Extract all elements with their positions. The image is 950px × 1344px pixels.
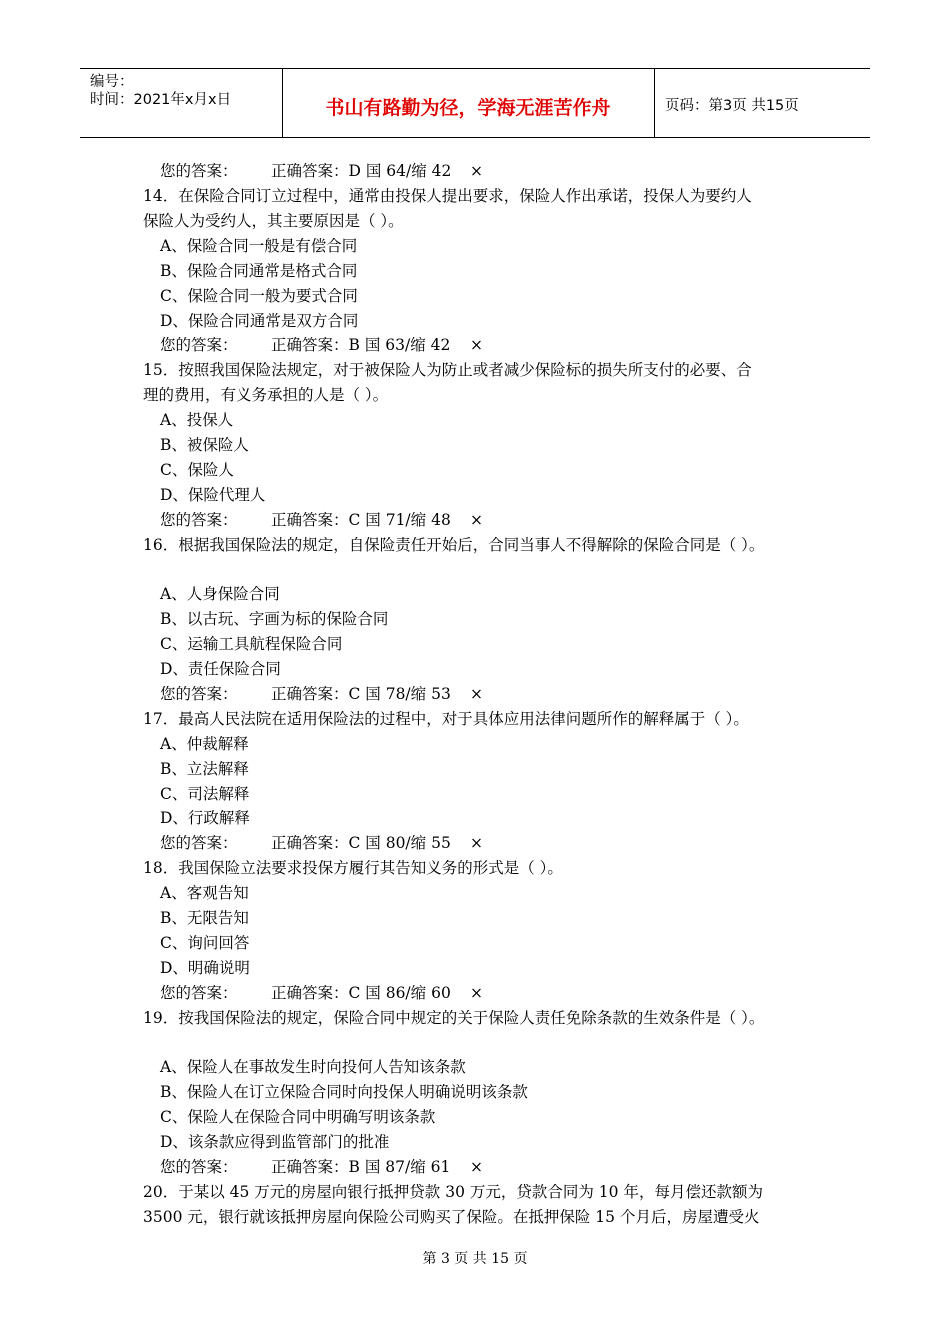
your-answer-label: 您的答案： — [160, 336, 238, 354]
option: B、以古玩、字画为标的保险合同 — [160, 610, 389, 628]
wrong-mark-icon: × — [470, 511, 483, 529]
question-text: 17．最高人民法院在适用保险法的过程中，对于具体应用法律问题所作的解释属于（ ）。 — [143, 710, 749, 728]
number-label: 编号： — [90, 74, 134, 90]
option: C、保险人在保险合同中明确写明该条款 — [160, 1108, 436, 1126]
option: C、运输工具航程保险合同 — [160, 635, 343, 653]
wrong-mark-icon: × — [470, 336, 483, 354]
answer-line — [160, 335, 483, 355]
page-info: 页码：第3页 共15页 — [665, 98, 799, 114]
option: C、保险合同一般为要式合同 — [160, 287, 358, 305]
your-answer-label: 您的答案： — [160, 834, 238, 852]
question-text: 保险人为受约人，其主要原因是（ ）。 — [143, 212, 404, 230]
option: A、保险合同一般是有偿合同 — [160, 237, 358, 255]
option: A、客观告知 — [160, 884, 249, 902]
option: C、询问回答 — [160, 934, 250, 952]
option: A、仲裁解释 — [160, 735, 249, 753]
wrong-mark-icon: × — [470, 984, 483, 1002]
header-left-cell — [80, 69, 283, 137]
question-text: 18．我国保险立法要求投保方履行其告知义务的形式是（ ）。 — [143, 859, 563, 877]
option: D、行政解释 — [160, 809, 250, 827]
question-text: 3500 元，银行就该抵押房屋向保险公司购买了保险。在抵押保险 15 个月后，房屋遭受火 — [143, 1208, 760, 1226]
header-motto-cell — [282, 69, 655, 137]
question-text: 15．按照我国保险法规定，对于被保险人为防止或者减少保险标的损失所支付的必要、合 — [143, 361, 752, 379]
correct-answer: 正确答案：C 国 78/缩 53 — [271, 685, 451, 703]
wrong-mark-icon: × — [470, 834, 483, 852]
correct-answer: 正确答案：D 国 64/缩 42 — [271, 162, 452, 180]
option: B、立法解释 — [160, 760, 249, 778]
page-header — [80, 68, 870, 138]
option: B、保险合同通常是格式合同 — [160, 262, 358, 280]
correct-answer: 正确答案：C 国 86/缩 60 — [271, 984, 451, 1002]
wrong-mark-icon: × — [470, 1158, 483, 1176]
option: A、人身保险合同 — [160, 585, 280, 603]
answer-line — [160, 1157, 483, 1177]
correct-answer: 正确答案：C 国 71/缩 48 — [271, 511, 451, 529]
answer-line — [160, 684, 483, 704]
option: D、保险代理人 — [160, 486, 266, 504]
option: D、责任保险合同 — [160, 660, 281, 678]
option: B、保险人在订立保险合同时向投保人明确说明该条款 — [160, 1083, 528, 1101]
correct-answer: 正确答案：B 国 87/缩 61 — [271, 1158, 451, 1176]
option: C、司法解释 — [160, 785, 250, 803]
question-text: 14．在保险合同订立过程中，通常由投保人提出要求，保险人作出承诺，投保人为要约人 — [143, 187, 752, 205]
your-answer-label: 您的答案： — [160, 511, 238, 529]
option: C、保险人 — [160, 461, 234, 479]
answer-line — [160, 833, 483, 853]
option: D、明确说明 — [160, 959, 250, 977]
correct-answer: 正确答案：C 国 80/缩 55 — [271, 834, 451, 852]
wrong-mark-icon: × — [470, 685, 483, 703]
question-text: 20．于某以 45 万元的房屋向银行抵押贷款 30 万元，贷款合同为 10 年，每月偿还款额为 — [143, 1183, 763, 1201]
option: B、无限告知 — [160, 909, 249, 927]
answer-line — [160, 161, 483, 181]
correct-answer: 正确答案：B 国 63/缩 42 — [271, 336, 451, 354]
question-text: 16．根据我国保险法的规定，自保险责任开始后，合同当事人不得解除的保险合同是（ ）。 — [143, 536, 765, 554]
your-answer-label: 您的答案： — [160, 685, 238, 703]
motto: 书山有路勤为径，学海无涯苦作舟 — [325, 97, 611, 119]
header-page-cell — [655, 69, 870, 137]
your-answer-label: 您的答案： — [160, 984, 238, 1002]
option: A、保险人在事故发生时向投何人告知该条款 — [160, 1058, 466, 1076]
question-text: 19．按我国保险法的规定，保险合同中规定的关于保险人责任免除条款的生效条件是（ ）。 — [143, 1009, 765, 1027]
your-answer-label: 您的答案： — [160, 1158, 238, 1176]
option: A、投保人 — [160, 411, 234, 429]
option: D、保险合同通常是双方合同 — [160, 312, 359, 330]
answer-line — [160, 983, 483, 1003]
wrong-mark-icon: × — [470, 162, 483, 180]
time-label: 时间：2021年x月x日 — [90, 92, 232, 108]
answer-line — [160, 510, 483, 530]
question-text: 理的费用，有义务承担的人是（ ）。 — [143, 386, 389, 404]
option: D、该条款应得到监管部门的批准 — [160, 1133, 390, 1151]
your-answer-label: 您的答案： — [160, 162, 238, 180]
page-footer: 第 3 页 共 15 页 — [422, 1251, 528, 1267]
option: B、被保险人 — [160, 436, 249, 454]
